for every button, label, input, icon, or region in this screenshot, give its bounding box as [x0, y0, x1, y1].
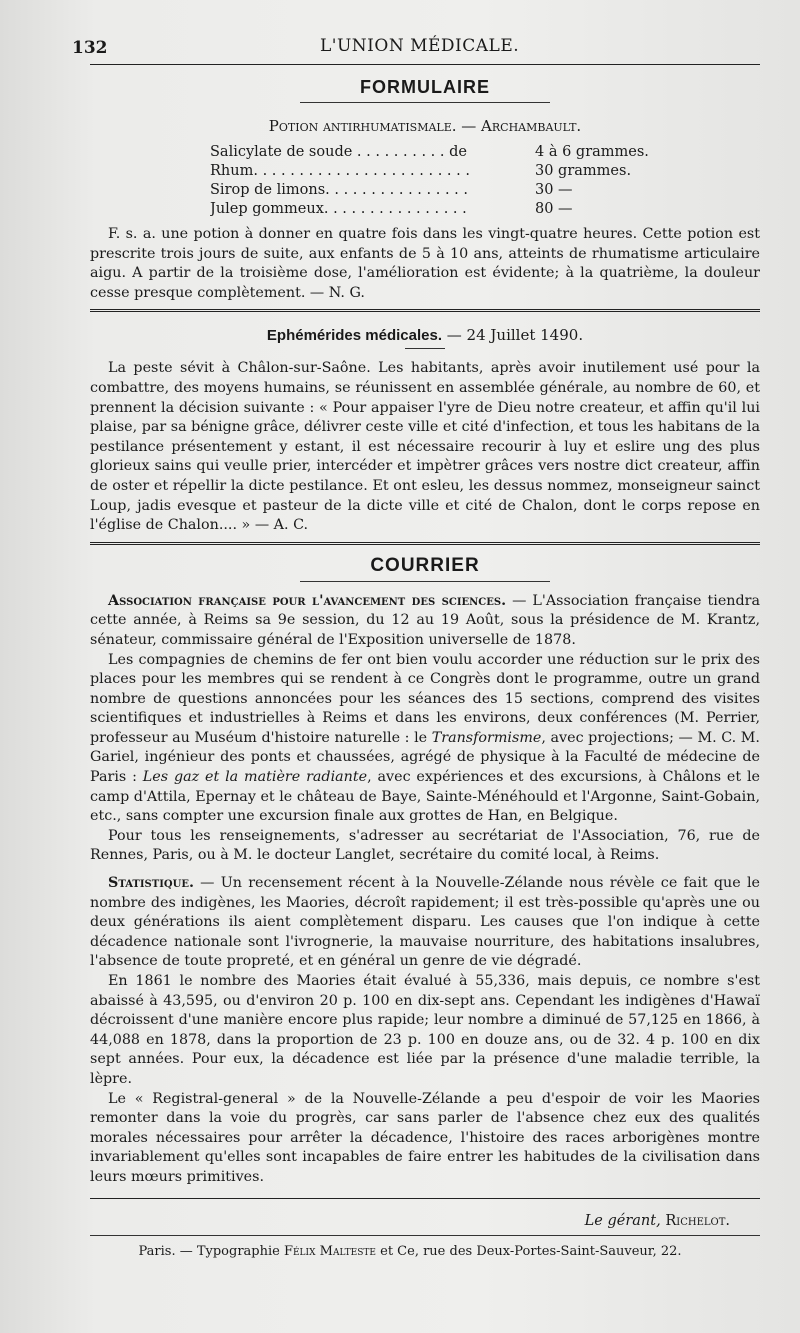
ingredient-dose: 80 —	[535, 201, 573, 217]
ephemerides-text: La peste sévit à Châlon-sur-Saône. Les habitants, après avoir inutilement usé pour la combattre, des moyens humains, se réunissent en assemblée générale, au nombre de 60, et prennent la décision suivante : « Pour appaiser l'yre de Dieu notre createur, et affin qu'il lui plaise, par sa bénigne grâce, délivrer ceste ville et cité d'infection, et tous les habitans de la pestilance présentement y estant, il est nécessaire recourir à luy et eslire ung des plus glorieux sains qui veulle prier, intercéder et impètrer grâces vers nostre dict createur, affin de oster et répellir la dicte pestilance. Et ont esleu, les dessus nommez, monseigneur sainct Loup, jadis evesque et pasteur de la dicte ville et cité de Chalon, dont le corps repose en l'église de Chalon.... » — A. C.	[90, 360, 760, 534]
paragraph-lead: Statistique.	[108, 875, 194, 892]
recipe-note: F. s. a. une potion à donner en quatre fois dans les vingt-quatre heures. Cette potion est prescrite trois jours de suite, aux enfants de 5 à 10 ans, atteints de rhumatisme articulaire aigu. A partir de la troisième dose, l'amélioration est évidente; à la quatrième, la douleur cesse presque complètement. — N. G.	[90, 226, 760, 301]
italic-term: Les gaz et la matière radiante	[142, 769, 368, 786]
section-divider	[90, 542, 760, 545]
paragraph-text: — L'Association française tiendra cette année, à Reims sa 9e session, du 12 au 19 Août, sous la présidence de M. Krantz, sénateur, commissaire général de l'Exposition universelle de 1878.	[90, 592, 760, 648]
courrier-section	[90, 555, 760, 1188]
ingredient-row	[210, 200, 710, 219]
imprint-text: Paris. — Typographie	[138, 1243, 284, 1259]
recipe-ingredients	[210, 143, 710, 219]
imprint-text: et Ce, rue des Deux-Portes-Saint-Sauveur, 22.	[376, 1243, 682, 1259]
ephemerides-heading	[90, 326, 760, 344]
ingredient-row	[210, 143, 710, 162]
ingredient-name: Salicylate de soude . . . . . . . . . . de	[210, 144, 467, 160]
courrier-paragraph	[90, 874, 760, 972]
paragraph-text: — Un recensement récent à la Nouvelle-Zélande nous révèle ce fait que le nombre des indigènes, les Maories, décroît rapidement; il est très-possible qu'après une ou deux générations ils aient complètement disparu. Les causes que l'on indique à cette décadence nationale sont l'ivrognerie, la mauvaise nourriture, des habitations insalubres, l'absence de toute propreté, et en général un genre de vie dégradé.	[90, 875, 760, 970]
paragraph-text: Les compagnies de chemins de fer ont bien voulu accorder une réduction sur le prix des places pour les membres qui se rendent à ce Congrès dont le programme, outre un grand nombre de questions annoncées pour les séances des 15 sections, comprend des visites scientifiques et industrielles à Reims et dans les environs, deux conférences (M. Perrier, professeur au Muséum d'histoire naturelle : le	[90, 651, 760, 746]
signature	[90, 1213, 730, 1229]
imprint	[60, 1244, 760, 1259]
ingredient-row	[210, 181, 710, 200]
printer-name: Félix Malteste	[283, 1243, 376, 1259]
section-divider	[90, 309, 760, 312]
courrier-paragraph: Pour tous les renseignements, s'adresser au secrétariat de l'Association, 76, rue de Rennes, Paris, ou à M. le docteur Langlet, secrétaire du comité local, à Reims.	[90, 827, 760, 864]
courrier-paragraph: Le « Registral-general » de la Nouvelle-Zélande a peu d'espoir de voir les Maories remonter dans la voie du progrès, car sans parler de l'absence chez eux des qualités morales nécessaires pour arrêter la décadence, l'histoire des races arborigènes montre invariablement qu'elles sont incapables de faire entrer les habitudes de la civilisation dans leurs mœurs primitives.	[90, 1090, 760, 1185]
ephemerides-section	[90, 326, 760, 535]
ingredient-row	[210, 162, 710, 181]
ingredient-dose: 30 —	[535, 182, 573, 198]
formulaire-section	[90, 77, 760, 303]
ingredient-name: Julep gommeux. . . . . . . . . . . . . . . .	[210, 201, 467, 217]
ingredient-dose: 30 grammes.	[535, 163, 632, 179]
ephemerides-title: Ephémérides médicales.	[266, 327, 442, 345]
ingredient-dose: 4 à 6 grammes.	[535, 144, 649, 160]
italic-term: Transformisme	[431, 729, 542, 746]
ingredient-name: Sirop de limons. . . . . . . . . . . . . . . .	[210, 182, 469, 198]
ephemerides-underline	[405, 348, 445, 349]
section-underline	[300, 102, 550, 103]
courrier-paragraph	[90, 592, 760, 651]
section-title-formulaire: FORMULAIRE	[360, 77, 490, 97]
ingredient-name: Rhum. . . . . . . . . . . . . . . . . . . . . . . .	[210, 163, 470, 179]
section-title-courrier: COURRIER	[370, 554, 480, 576]
courrier-paragraph	[90, 651, 760, 827]
journal-title: L'UNION MÉDICALE.	[320, 36, 520, 56]
courrier-paragraph: En 1861 le nombre des Maories était évalué à 55,336, mais depuis, ce nombre s'est abaissé à 43,595, ou d'environ 20 p. 100 en dix-sept ans. Cependant les indigènes d'Hawaï décroissent d'une manière encore plus rapide; leur nombre a diminué de 57,125 en 1866, à 44,088 en 1878, dans la proportion de 23 p. 100 en douze ans, ou de 32. 4 p. 100 en dix sept années. Pour eux, la décadence est liée par la présence d'une maladie terrible, la lèpre.	[90, 973, 760, 1087]
paragraph-text: , avec projections; — M. C. M. Gariel, ingénieur des ponts et chaussées, agrégé de physique à la Faculté de médecine de Paris :	[90, 729, 760, 786]
signature-italic: Le gérant,	[584, 1212, 661, 1229]
imprint-rule	[90, 1235, 760, 1236]
ephemerides-date: — 24 Juillet 1490.	[446, 326, 584, 345]
recipe-title: Potion antirhumatismale. — Archambault.	[268, 117, 582, 135]
page-number: 132	[72, 38, 108, 58]
running-head	[72, 30, 760, 58]
header-rule	[90, 64, 760, 65]
paragraph-text: , avec expériences et des excursions, à Châlons et le camp d'Attila, Epernay et le château de Baye, Sainte-Ménéhould et l'Argonne, Saint-Gobain, etc., sans compter une excursion finale aux grottes de Han, en Belgique.	[90, 769, 760, 825]
signature-name: Richelot.	[665, 1212, 730, 1229]
paragraph-lead: Association française pour l'avancement des sciences.	[108, 592, 507, 609]
footer-rule	[90, 1198, 760, 1199]
